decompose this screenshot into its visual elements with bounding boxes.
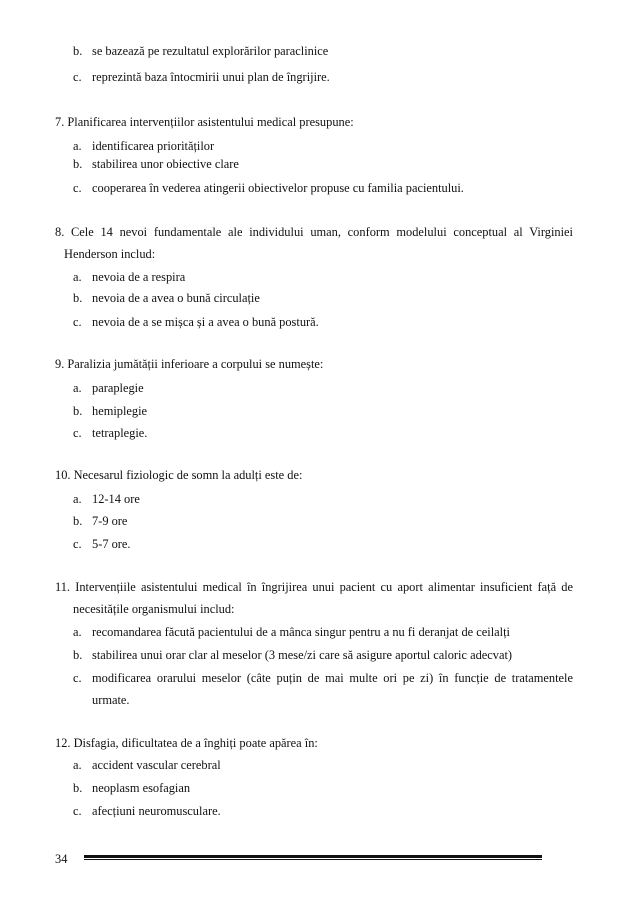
option-9b: b. hemiplegie bbox=[73, 404, 148, 418]
option-8b: b. nevoia de a avea o bună circulație bbox=[73, 291, 260, 305]
option-10a: a. 12-14 ore bbox=[73, 492, 140, 506]
option-11a: a. recomandarea făcută pacientului de a mânca singur pentru a nu fi deranjat de ceilalți bbox=[73, 625, 510, 639]
option-12c: c. afecțiuni neuromusculare. bbox=[73, 804, 221, 818]
option-10c: c. 5-7 ore. bbox=[73, 537, 131, 551]
option-9c: c. tetraplegie. bbox=[73, 426, 148, 440]
question-8-line-2: Henderson includ: bbox=[64, 247, 156, 261]
question-8-line-1: 8. Cele 14 nevoi fundamentale ale individului uman, conform modelului conceptual al Virginiei bbox=[55, 225, 573, 239]
option-8c: c. nevoia de a se mișca și a avea o bună postură. bbox=[73, 315, 319, 329]
option-8a: a. nevoia de a respira bbox=[73, 270, 186, 284]
page-number: 34 bbox=[55, 852, 68, 866]
option-6c: c. reprezintă baza întocmirii unui plan de îngrijire. bbox=[73, 70, 330, 84]
option-10b: b. 7-9 ore bbox=[73, 514, 128, 528]
option-7b: b. stabilirea unor obiective clare bbox=[73, 157, 239, 171]
question-10: 10. Necesarul fiziologic de somn la adulți este de: bbox=[55, 468, 303, 482]
question-9: 9. Paralizia jumătății inferioare a corpului se numește: bbox=[55, 357, 324, 371]
footer-rule-thin bbox=[84, 859, 542, 860]
option-11b: b. stabilirea unui orar clar al meselor (3 mese/zi care să asigure aportul caloric adecvat) bbox=[73, 648, 513, 662]
option-7a: a. identificarea priorităților bbox=[73, 139, 215, 153]
option-6b: b. se bazează pe rezultatul explorărilor paraclinice bbox=[73, 44, 329, 58]
footer-rule bbox=[84, 855, 542, 858]
question-7: 7. Planificarea intervențiilor asistentului medical presupune: bbox=[55, 115, 354, 129]
question-12: 12. Disfagia, dificultatea de a înghiți poate apărea în: bbox=[55, 736, 318, 750]
option-12b: b. neoplasm esofagian bbox=[73, 781, 191, 795]
option-11c-continuation: urmate. bbox=[92, 693, 130, 707]
question-11-line-1: 11. Intervențiile asistentului medical în îngrijirea unui pacient cu aport alimentar insuficient față de bbox=[55, 580, 573, 594]
option-9a: a. paraplegie bbox=[73, 381, 144, 395]
option-12a: a. accident vascular cerebral bbox=[73, 758, 221, 772]
option-7c: c. cooperarea în vederea atingerii obiectivelor propuse cu familia pacientului. bbox=[73, 181, 464, 195]
option-11c: c. modificarea orarului meselor (câte puțin de mai multe ori pe zi) în funcție de tratamentele bbox=[73, 671, 573, 685]
question-11-line-2: necesitățile organismului includ: bbox=[73, 602, 235, 616]
